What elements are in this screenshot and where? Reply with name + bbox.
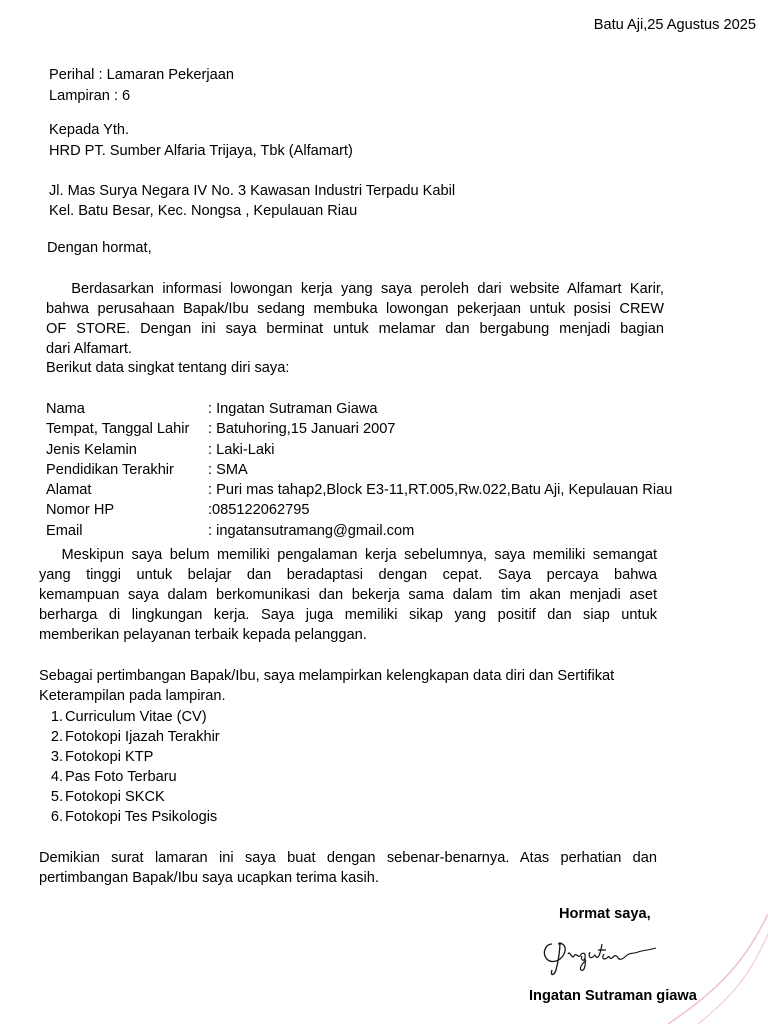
- identity-value: :085122062795: [208, 502, 310, 519]
- list-number: 6.: [50, 809, 63, 826]
- closing-line: Demikian surat lamaran ini saya buat dengan sebenar-benarnya. Atas perhatian dan: [39, 850, 657, 866]
- recipient-address-line1: Jl. Mas Surya Negara IV No. 3 Kawasan Industri Terpadu Kabil: [49, 183, 456, 199]
- list-item: [47, 727, 220, 747]
- list-item: [47, 767, 220, 787]
- closing-line: pertimbangan Bapak/Ibu saya ucapkan terima kasih.: [39, 870, 379, 886]
- identity-value: : Ingatan Sutraman Giawa: [208, 401, 378, 417]
- identity-label: Nama: [46, 401, 85, 417]
- attachments-list: [47, 707, 220, 828]
- identity-value: : Puri mas tahap2,Block E3-11,RT.005,Rw.022,Batu Aji, Kepulauan Riau: [208, 482, 673, 499]
- identity-label: Jenis Kelamin: [46, 441, 137, 458]
- motivation-paragraph: [39, 545, 657, 645]
- motivation-line: berharga di lingkungan kerja. Saya juga memiliki sikap yang positif dan siap untuk: [39, 607, 657, 623]
- recipient-salutation: Kepada Yth.: [49, 122, 130, 138]
- attachments-intro: [39, 666, 614, 706]
- corner-swirl-decoration: [628, 914, 768, 1024]
- list-text: Pas Foto Terbaru: [65, 769, 177, 786]
- greeting: Dengan hormat,: [47, 240, 152, 256]
- list-text: Curriculum Vitae (CV): [65, 709, 207, 725]
- list-text: Fotokopi Tes Psikologis: [65, 809, 218, 826]
- list-number: 4.: [50, 769, 63, 786]
- place-date: Batu Aji,25 Agustus 2025: [593, 17, 756, 33]
- subject-line: Perihal : Lamaran Pekerjaan: [49, 67, 234, 83]
- identity-label: Tempat, Tanggal Lahir: [46, 421, 190, 438]
- identity-row: [46, 500, 672, 520]
- identity-table: [46, 399, 672, 541]
- intro-line: bahwa perusahaan Bapak/Ibu sedang membuka lowongan pekerjaan untuk posisi CREW: [46, 301, 664, 317]
- list-number: 1.: [50, 709, 63, 725]
- list-text: Fotokopi KTP: [65, 749, 154, 766]
- motivation-line: memberikan pelayanan terbaik kepada pelanggan.: [39, 627, 367, 643]
- list-text: Fotokopi Ijazah Terakhir: [65, 729, 220, 746]
- motivation-line: kemampuan saya dalam berkomunikasi dan bekerja sama dalam tim akan menjadi aset: [39, 587, 657, 603]
- list-number: 2.: [50, 729, 63, 746]
- identity-row: [46, 460, 672, 480]
- list-item: [47, 787, 220, 807]
- recipient-company: HRD PT. Sumber Alfaria Trijaya, Tbk (Alfamart): [49, 143, 353, 159]
- motivation-line: yang tinggi untuk belajar dan beradaptasi dengan cepat. Saya percaya bahwa: [39, 567, 657, 583]
- identity-value: : Batuhoring,15 Januari 2007: [208, 421, 396, 438]
- closing-paragraph: [39, 848, 657, 888]
- identity-row: [46, 480, 672, 500]
- identity-label: Pendidikan Terakhir: [46, 461, 174, 478]
- identity-label: Nomor HP: [46, 502, 115, 519]
- motivation-line: Meskipun saya belum memiliki pengalaman kerja sebelumnya, saya memiliki semangat: [39, 547, 657, 563]
- identity-value: : SMA: [208, 461, 248, 478]
- attachments-intro-line: Keterampilan pada lampiran.: [39, 688, 226, 704]
- intro-line: dari Alfamart.: [46, 341, 132, 357]
- list-item: [47, 747, 220, 767]
- signer-name: Ingatan Sutraman giawa: [529, 988, 697, 1004]
- attachment-count: Lampiran : 6: [49, 88, 131, 104]
- attachments-intro-line: Sebagai pertimbangan Bapak/Ibu, saya melampirkan kelengkapan data diri dan Sertifikat: [39, 668, 615, 684]
- intro-line: Berdasarkan informasi lowongan kerja yang saya peroleh dari website Alfamart Karir,: [46, 281, 664, 297]
- list-number: 3.: [50, 749, 63, 766]
- identity-label: Email: [46, 522, 83, 539]
- identity-row: [46, 399, 672, 419]
- list-item: [47, 807, 220, 827]
- sign-off: Hormat saya,: [559, 906, 651, 922]
- list-text: Fotokopi SKCK: [65, 789, 165, 806]
- identity-row: [46, 521, 672, 541]
- recipient-address-line2: Kel. Batu Besar, Kec. Nongsa , Kepulauan Riau: [49, 203, 358, 219]
- intro-paragraph: [46, 279, 664, 359]
- intro-line: OF STORE. Dengan ini saya berminat untuk melamar dan bergabung menjadi bagian: [46, 321, 664, 337]
- identity-value: : Laki-Laki: [208, 441, 275, 458]
- identity-row: [46, 440, 672, 460]
- list-item: [47, 707, 220, 727]
- data-intro: Berikut data singkat tentang diri saya:: [46, 360, 290, 376]
- identity-value: : ingatansutramang@gmail.com: [208, 522, 415, 539]
- list-number: 5.: [50, 789, 63, 806]
- identity-row: [46, 419, 672, 439]
- identity-label: Alamat: [46, 482, 92, 499]
